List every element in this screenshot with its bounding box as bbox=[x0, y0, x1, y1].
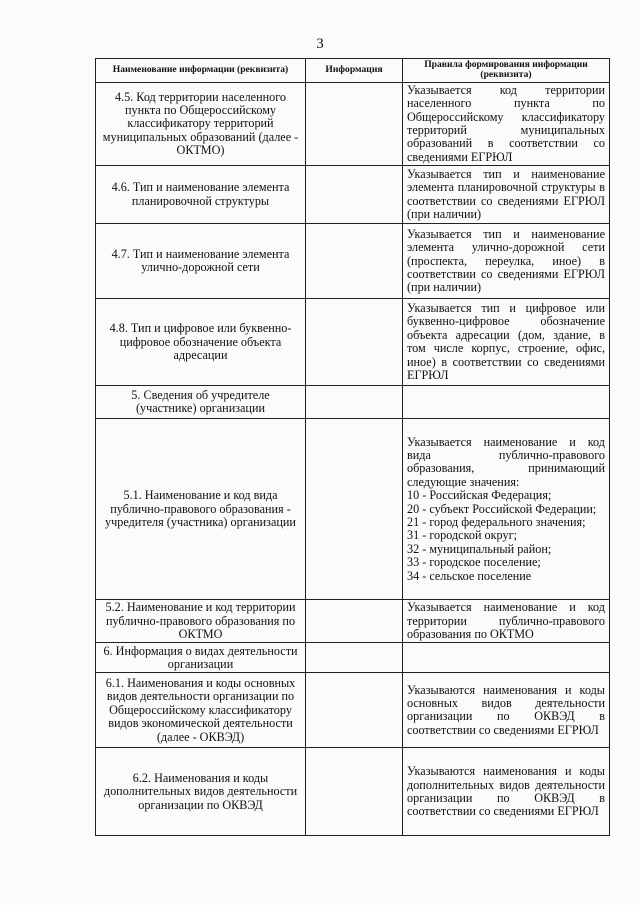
table-row bbox=[96, 299, 610, 386]
table-row bbox=[96, 600, 610, 643]
row-rule: Указывается тип и цифровое или буквенно-цифровое обозначение объекта адресации (дом, здание, в том числе корпус, строение, офис, иное) в соответствии со сведениями ЕГРЮЛ bbox=[403, 299, 610, 386]
table-row bbox=[96, 748, 610, 836]
rule-list-item: 21 - город федерального значения; bbox=[407, 514, 586, 529]
rule-list-item: 34 - сельское поселение bbox=[407, 568, 532, 583]
rule-intro: Указывается наименование и код вида публично-правового образования, принимающий следующие значения: bbox=[407, 434, 605, 489]
row-info bbox=[306, 643, 403, 673]
table-row bbox=[96, 224, 610, 299]
header-rule: Правила формирования информации (реквизита) bbox=[403, 59, 610, 83]
rule-list-item: 20 - субъект Российской Федерации; bbox=[407, 501, 597, 516]
table-row bbox=[96, 673, 610, 748]
row-info bbox=[306, 600, 403, 643]
row-name: 6.1. Наименования и коды основных видов деятельности организации по Общероссийскому классификатору видов экономической деятельности (далее - ОКВЭД) bbox=[96, 673, 306, 748]
row-rule: Указывается тип и наименование элемента планировочной структуры в соответствии со сведениями ЕГРЮЛ (при наличии) bbox=[403, 166, 610, 224]
row-name: 5.2. Наименование и код территории публично-правового образования по ОКТМО bbox=[96, 600, 306, 643]
row-rule: Указывается код территории населенного пункта по Общероссийскому классификатору территорий муниципальных образований в соответствии со сведениями ЕГРЮЛ bbox=[403, 82, 610, 165]
rule-list-item: 10 - Российская Федерация; bbox=[407, 488, 552, 503]
row-info bbox=[306, 82, 403, 165]
row-info bbox=[306, 224, 403, 299]
row-info bbox=[306, 299, 403, 386]
table-row bbox=[96, 386, 610, 419]
row-name: 4.8. Тип и цифровое или буквенно-цифровое обозначение объекта адресации bbox=[96, 299, 306, 386]
rule-list-item: 33 - городское поселение; bbox=[407, 555, 541, 570]
rule-list-item: 32 - муниципальный район; bbox=[407, 541, 552, 556]
row-info bbox=[306, 166, 403, 224]
row-rule: Указываются наименования и коды основных видов деятельности организации по ОКВЭД в соответствии со сведениями ЕГРЮЛ bbox=[403, 673, 610, 748]
row-name: 5. Сведения об учредителе (участнике) организации bbox=[96, 386, 306, 419]
requisites-table bbox=[95, 58, 610, 836]
row-rule: Указывается наименование и код территории публично-правового образования по ОКТМО bbox=[403, 600, 610, 643]
row-name: 4.5. Код территории населенного пункта по Общероссийскому классификатору территорий муниципальных образований (далее - ОКТМО) bbox=[96, 82, 306, 165]
row-rule: Указывается тип и наименование элемента улично-дорожной сети (проспекта, переулка, иное) в соответствии со сведениями ЕГРЮЛ (при наличии) bbox=[403, 224, 610, 299]
row-rule bbox=[403, 386, 610, 419]
row-rule: Указываются наименования и коды дополнительных видов деятельности организации по ОКВЭД в соответствии со сведениями ЕГРЮЛ bbox=[403, 748, 610, 836]
page-number: 3 bbox=[316, 36, 324, 52]
rule-list-item: 31 - городской округ; bbox=[407, 528, 517, 543]
row-info bbox=[306, 419, 403, 600]
row-info bbox=[306, 748, 403, 836]
row-name: 6. Информация о видах деятельности организации bbox=[96, 643, 306, 673]
row-name: 4.6. Тип и наименование элемента планировочной структуры bbox=[96, 166, 306, 224]
row-name: 4.7. Тип и наименование элемента улично-дорожной сети bbox=[96, 224, 306, 299]
row-rule bbox=[403, 419, 610, 600]
row-name: 5.1. Наименование и код вида публично-правового образования - учредителя (участника) организации bbox=[96, 419, 306, 600]
row-rule bbox=[403, 643, 610, 673]
row-info bbox=[306, 673, 403, 748]
header-info: Информация bbox=[306, 59, 403, 83]
table-row bbox=[96, 82, 610, 165]
row-name: 6.2. Наименования и коды дополнительных видов деятельности организации по ОКВЭД bbox=[96, 748, 306, 836]
table-row bbox=[96, 419, 610, 600]
table-row bbox=[96, 166, 610, 224]
table-header-row bbox=[96, 59, 610, 83]
row-info bbox=[306, 386, 403, 419]
header-name: Наименование информации (реквизита) bbox=[96, 59, 306, 83]
table-row bbox=[96, 643, 610, 673]
